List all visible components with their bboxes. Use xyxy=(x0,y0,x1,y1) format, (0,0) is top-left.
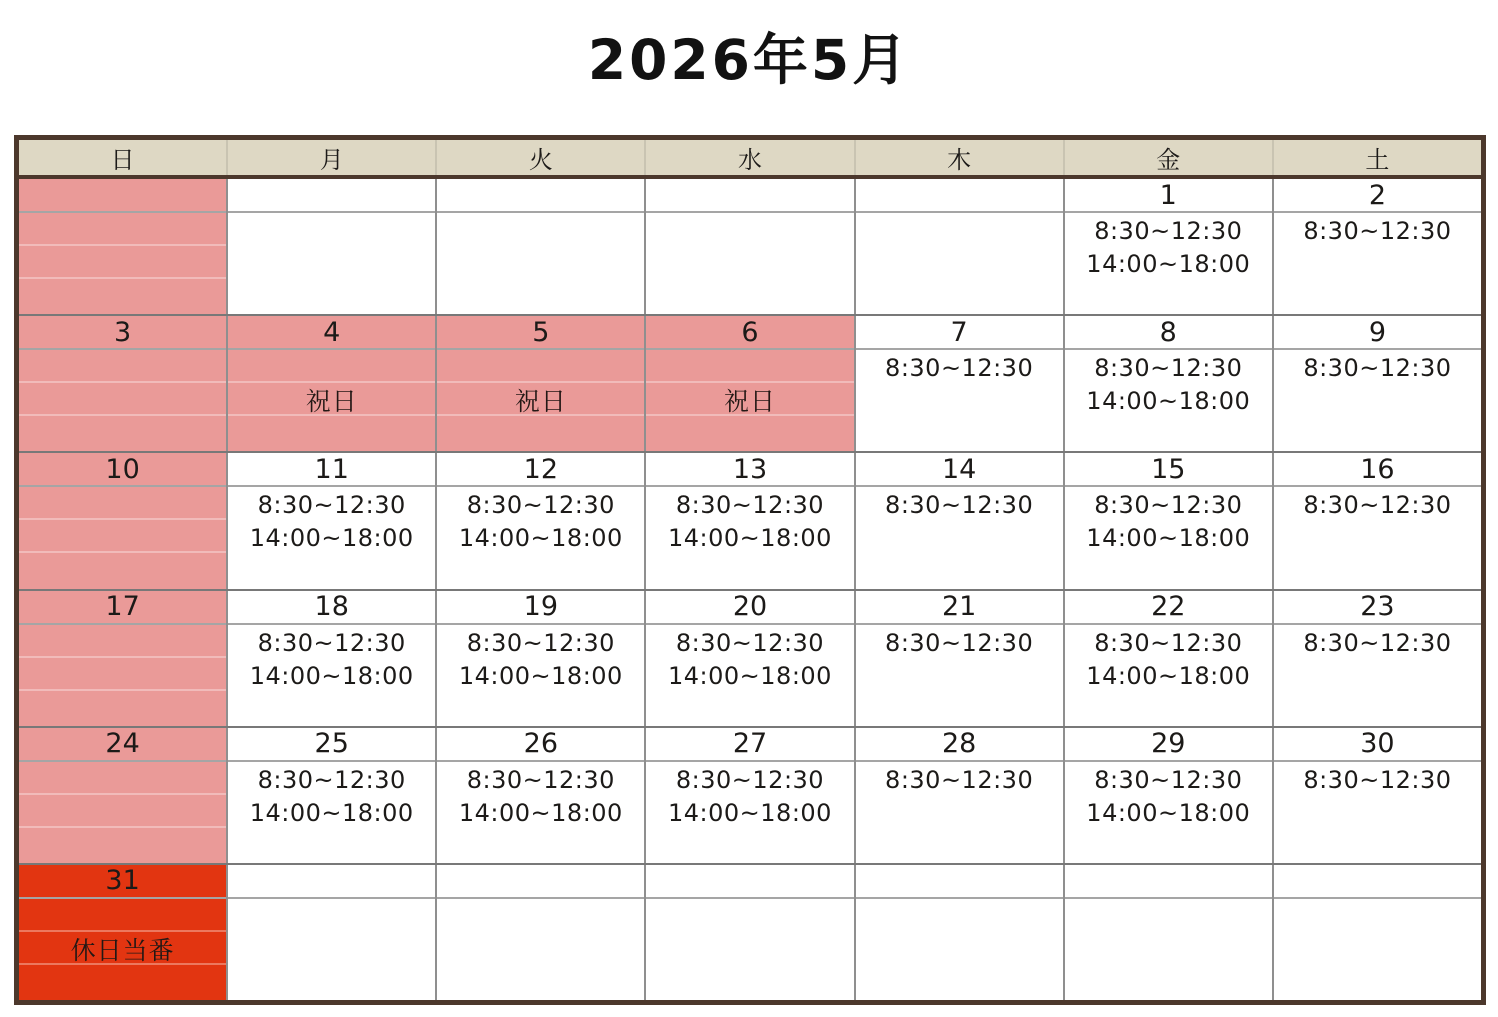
day-cell-24 xyxy=(19,728,228,863)
day-cell-empty xyxy=(437,179,646,314)
date-number: 3 xyxy=(19,316,226,350)
day-cell-empty xyxy=(1274,865,1481,1000)
hours-line-2: 14:00~18:00 xyxy=(668,661,832,690)
hours-line-1: 8:30~12:30 xyxy=(1094,765,1243,794)
day-hours xyxy=(19,487,226,588)
day-cell-13 xyxy=(646,453,855,588)
day-hours xyxy=(1274,213,1481,314)
date-number: 5 xyxy=(437,316,644,350)
day-note-area xyxy=(646,350,853,451)
day-hours xyxy=(228,625,435,726)
day-hours xyxy=(1065,625,1272,726)
day-cell-15 xyxy=(1065,453,1274,588)
hours-line-2: 14:00~18:00 xyxy=(668,798,832,827)
day-cell-6 xyxy=(646,316,855,451)
day-hours xyxy=(437,213,644,314)
date-number: 31 xyxy=(19,865,226,899)
day-cell-23 xyxy=(1274,591,1481,726)
day-hours xyxy=(1065,350,1272,451)
day-cell-empty xyxy=(228,179,437,314)
date-number xyxy=(228,179,435,213)
day-hours xyxy=(1274,350,1481,451)
date-number xyxy=(856,865,1063,899)
date-number: 21 xyxy=(856,591,1063,625)
day-hours xyxy=(856,762,1063,863)
day-cell-14 xyxy=(856,453,1065,588)
date-number: 29 xyxy=(1065,728,1272,762)
hours-line-1: 8:30~12:30 xyxy=(1094,354,1243,383)
day-cell-20 xyxy=(646,591,855,726)
date-number: 9 xyxy=(1274,316,1481,350)
day-cell-1 xyxy=(1065,179,1274,314)
date-number: 12 xyxy=(437,453,644,487)
day-cell-25 xyxy=(228,728,437,863)
calendar-weeks xyxy=(19,179,1481,1000)
day-hours xyxy=(1065,213,1272,314)
date-number: 15 xyxy=(1065,453,1272,487)
day-hours xyxy=(228,213,435,314)
hours-line-1: 8:30~12:30 xyxy=(885,354,1034,383)
day-cell-16 xyxy=(1274,453,1481,588)
date-number xyxy=(1274,865,1481,899)
date-number: 27 xyxy=(646,728,853,762)
hours-line-2: 14:00~18:00 xyxy=(1086,661,1251,690)
day-cell-empty xyxy=(646,179,855,314)
date-number: 24 xyxy=(19,728,226,762)
day-note: 祝日 xyxy=(723,387,776,417)
hours-line-1: 8:30~12:30 xyxy=(257,628,406,657)
date-number: 25 xyxy=(228,728,435,762)
day-cell-10 xyxy=(19,453,228,588)
date-number: 26 xyxy=(437,728,644,762)
day-hours xyxy=(437,899,644,1000)
date-number xyxy=(19,179,226,213)
day-hours xyxy=(856,625,1063,726)
day-cell-17 xyxy=(19,591,228,726)
date-number: 11 xyxy=(228,453,435,487)
day-hours xyxy=(1274,625,1481,726)
hours-line-2: 14:00~18:00 xyxy=(1086,250,1251,278)
day-hours xyxy=(646,899,853,1000)
day-hours xyxy=(437,625,644,726)
day-note: 祝日 xyxy=(514,387,567,417)
date-number: 18 xyxy=(228,591,435,625)
hours-line-2: 14:00~18:00 xyxy=(458,661,623,690)
date-number: 16 xyxy=(1274,453,1481,487)
day-note: 休日当番 xyxy=(70,935,175,965)
day-cell-4 xyxy=(228,316,437,451)
day-note-area xyxy=(19,899,226,1000)
hours-line-1: 8:30~12:30 xyxy=(257,765,406,794)
hours-line-1: 8:30~12:30 xyxy=(1094,628,1243,657)
date-number xyxy=(437,179,644,213)
hours-line-2: 14:00~18:00 xyxy=(1086,387,1251,416)
weekday-header-6: 土 xyxy=(1365,146,1390,174)
date-number: 1 xyxy=(1065,179,1272,213)
day-hours xyxy=(437,487,644,588)
day-cell-19 xyxy=(437,591,646,726)
day-hours xyxy=(1274,762,1481,863)
date-number xyxy=(646,179,853,213)
date-number xyxy=(646,865,853,899)
hours-line-1: 8:30~12:30 xyxy=(1094,217,1243,245)
day-cell-empty xyxy=(228,865,437,1000)
day-cell-7 xyxy=(856,316,1065,451)
weekday-header-5: 金 xyxy=(1065,140,1274,175)
day-hours xyxy=(228,487,435,588)
day-cell-27 xyxy=(646,728,855,863)
date-number: 10 xyxy=(19,453,226,487)
day-cell-31 xyxy=(19,865,228,1000)
hours-line-2: 14:00~18:00 xyxy=(1086,798,1251,827)
day-cell-empty xyxy=(856,865,1065,1000)
day-cell-empty xyxy=(19,179,228,314)
date-number: 6 xyxy=(646,316,853,350)
day-note: 祝日 xyxy=(305,387,358,417)
day-hours xyxy=(646,213,853,314)
day-hours xyxy=(856,350,1063,451)
day-hours xyxy=(1065,899,1272,1000)
weekday-header-2: 火 xyxy=(437,140,646,175)
week-row-2 xyxy=(19,316,1481,453)
day-hours xyxy=(19,350,226,451)
weekday-header-3: 水 xyxy=(646,140,855,175)
day-cell-11 xyxy=(228,453,437,588)
day-cell-empty xyxy=(856,179,1065,314)
hours-line-1: 8:30~12:30 xyxy=(466,628,615,657)
date-number: 17 xyxy=(19,591,226,625)
week-row-5 xyxy=(19,728,1481,865)
hours-line-2: 14:00~18:00 xyxy=(458,798,623,827)
hours-line-1: 8:30~12:30 xyxy=(885,765,1034,794)
day-cell-29 xyxy=(1065,728,1274,863)
hours-line-2: 14:00~18:00 xyxy=(249,798,414,827)
hours-line-1: 8:30~12:30 xyxy=(1303,491,1452,520)
day-hours xyxy=(437,762,644,863)
date-number: 28 xyxy=(856,728,1063,762)
day-cell-5 xyxy=(437,316,646,451)
hours-line-1: 8:30~12:30 xyxy=(466,491,615,520)
day-hours xyxy=(1274,487,1481,588)
date-number xyxy=(856,179,1063,213)
day-hours xyxy=(856,899,1063,1000)
day-hours xyxy=(1274,899,1481,1000)
day-cell-empty xyxy=(437,865,646,1000)
hours-line-1: 8:30~12:30 xyxy=(257,491,406,520)
day-hours xyxy=(19,625,226,726)
day-cell-28 xyxy=(856,728,1065,863)
date-number: 2 xyxy=(1274,179,1481,213)
hours-line-2: 14:00~18:00 xyxy=(458,524,623,553)
day-cell-8 xyxy=(1065,316,1274,451)
date-number: 8 xyxy=(1065,316,1272,350)
day-hours xyxy=(228,899,435,1000)
day-hours xyxy=(1065,487,1272,588)
hours-line-1: 8:30~12:30 xyxy=(1303,765,1452,794)
weekday-header-1: 月 xyxy=(228,140,437,175)
day-hours xyxy=(646,762,853,863)
weekday-header-row xyxy=(19,140,1481,179)
hours-line-1: 8:30~12:30 xyxy=(1303,354,1452,383)
page-title: 2026年5月 xyxy=(587,28,911,92)
date-number: 20 xyxy=(646,591,853,625)
calendar-table xyxy=(14,135,1486,1005)
date-number: 23 xyxy=(1274,591,1481,625)
hours-line-2: 14:00~18:00 xyxy=(1086,524,1251,553)
day-cell-30 xyxy=(1274,728,1481,863)
hours-line-1: 8:30~12:30 xyxy=(1303,217,1452,245)
day-hours xyxy=(1065,762,1272,863)
day-cell-21 xyxy=(856,591,1065,726)
week-row-4 xyxy=(19,591,1481,728)
date-number: 13 xyxy=(646,453,853,487)
day-cell-2 xyxy=(1274,179,1481,314)
hours-line-1: 8:30~12:30 xyxy=(675,491,825,520)
day-cell-18 xyxy=(228,591,437,726)
day-cell-3 xyxy=(19,316,228,451)
date-number xyxy=(437,865,644,899)
week-row-1 xyxy=(19,179,1481,316)
hours-line-1: 8:30~12:30 xyxy=(885,491,1034,520)
week-row-6 xyxy=(19,865,1481,1000)
hours-line-2: 14:00~18:00 xyxy=(668,524,832,553)
day-hours xyxy=(19,213,226,314)
date-number xyxy=(1065,865,1272,899)
date-number: 4 xyxy=(228,316,435,350)
day-hours xyxy=(228,762,435,863)
weekday-header-4: 木 xyxy=(856,140,1065,175)
hours-line-1: 8:30~12:30 xyxy=(675,628,825,657)
date-number: 22 xyxy=(1065,591,1272,625)
day-hours xyxy=(19,762,226,863)
date-number: 14 xyxy=(856,453,1063,487)
date-number: 19 xyxy=(437,591,644,625)
day-hours xyxy=(856,487,1063,588)
day-cell-9 xyxy=(1274,316,1481,451)
hours-line-2: 14:00~18:00 xyxy=(249,661,414,690)
date-number: 7 xyxy=(856,316,1063,350)
day-cell-12 xyxy=(437,453,646,588)
week-row-3 xyxy=(19,453,1481,590)
day-cell-empty xyxy=(646,865,855,1000)
day-cell-22 xyxy=(1065,591,1274,726)
date-number xyxy=(228,865,435,899)
day-cell-26 xyxy=(437,728,646,863)
hours-line-1: 8:30~12:30 xyxy=(885,628,1034,657)
day-note-area xyxy=(437,350,644,451)
day-hours xyxy=(646,625,853,726)
day-hours xyxy=(646,487,853,588)
date-number: 30 xyxy=(1274,728,1481,762)
hours-line-2: 14:00~18:00 xyxy=(249,524,414,553)
hours-line-1: 8:30~12:30 xyxy=(466,765,615,794)
weekday-header-0: 日 xyxy=(19,140,228,175)
hours-line-1: 8:30~12:30 xyxy=(675,765,825,794)
day-hours xyxy=(856,213,1063,314)
day-note-area xyxy=(228,350,435,451)
day-cell-empty xyxy=(1065,865,1274,1000)
hours-line-1: 8:30~12:30 xyxy=(1303,628,1452,657)
hours-line-1: 8:30~12:30 xyxy=(1094,491,1243,520)
